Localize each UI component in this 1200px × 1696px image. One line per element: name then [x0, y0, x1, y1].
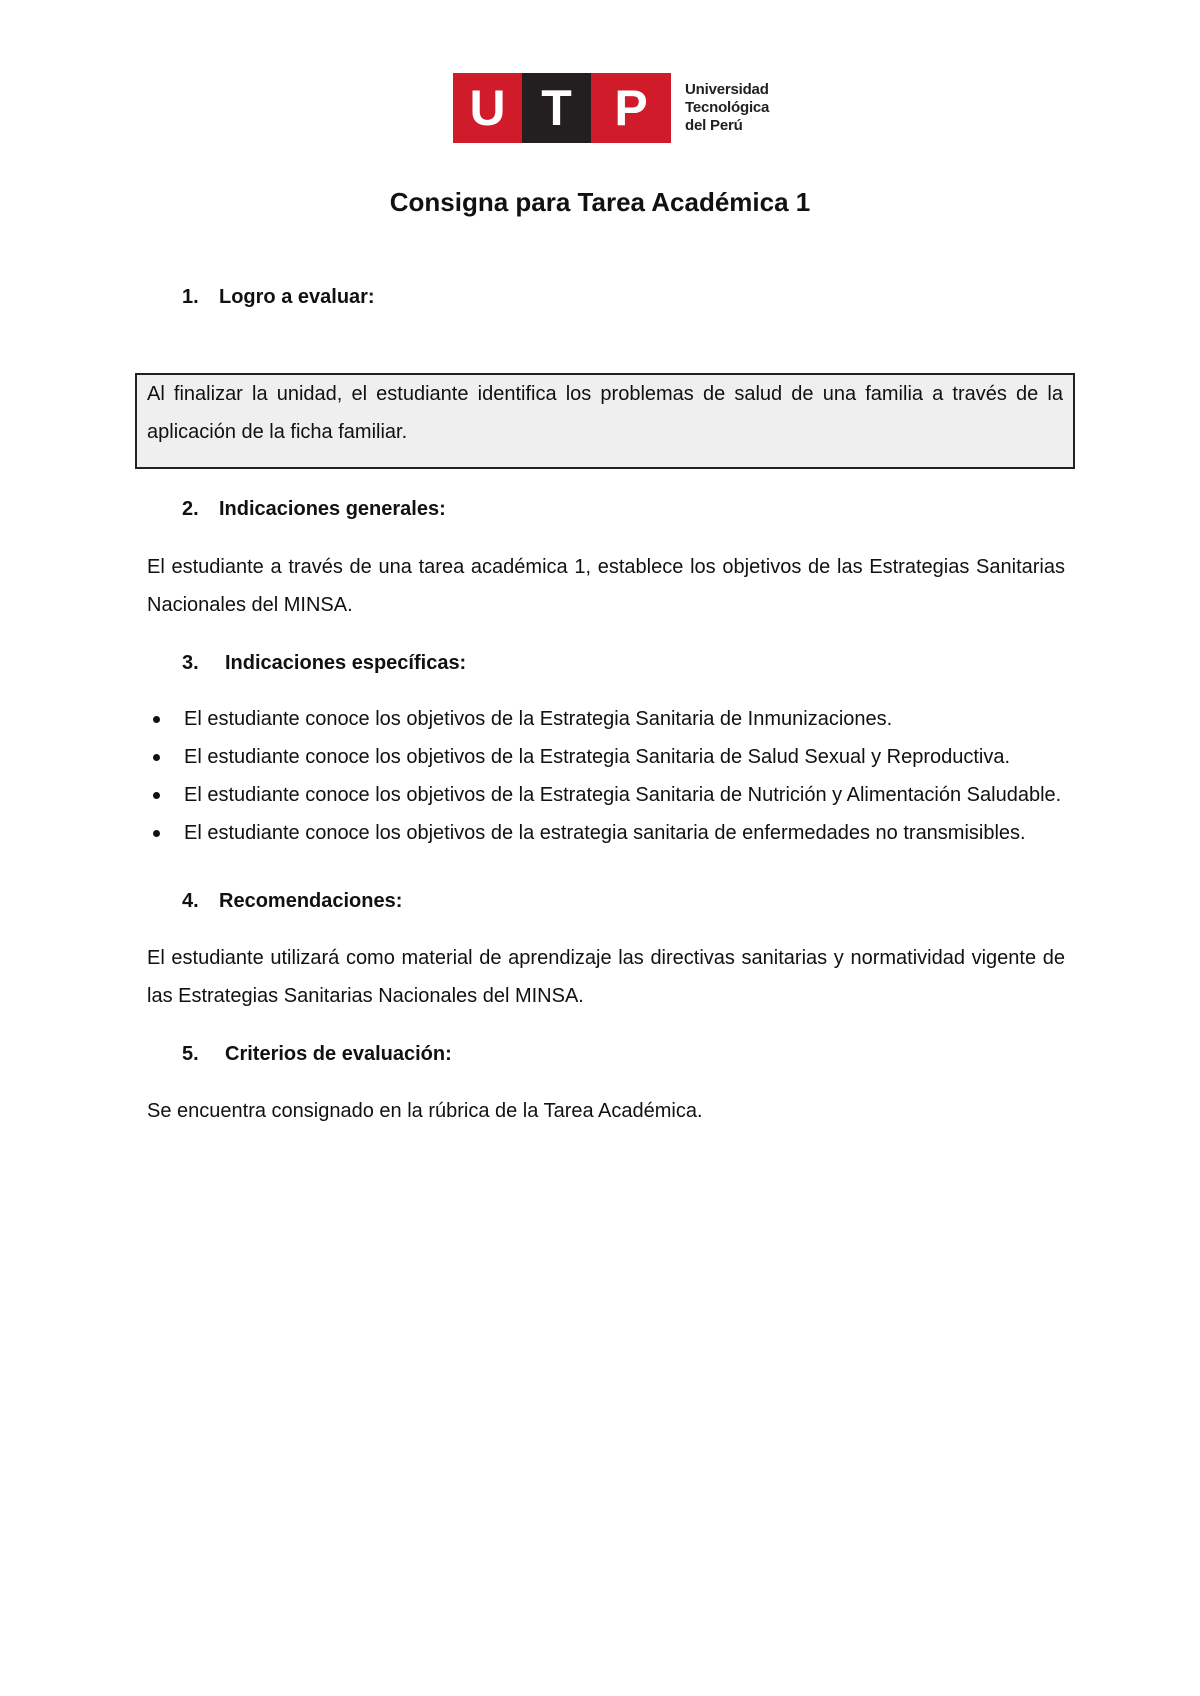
- section-title: Recomendaciones:: [219, 890, 403, 912]
- section-title: Indicaciones específicas:: [225, 652, 467, 674]
- logo-line-2: Tecnológica: [685, 99, 770, 116]
- section-title: Indicaciones generales:: [219, 498, 446, 520]
- utp-logo: [453, 73, 769, 143]
- logo-letter-t: T: [522, 73, 591, 143]
- list-item: El estudiante conoce los objetivos de la estrategia sanitaria de enfermedades no transmisibles.: [147, 814, 1065, 852]
- section-title: Criterios de evaluación:: [225, 1043, 452, 1065]
- section-heading-indicaciones-especificas: [147, 644, 1065, 682]
- section-heading-logro: [147, 278, 1065, 316]
- specific-indications-list: [147, 700, 1065, 852]
- section-number: 2.: [182, 498, 199, 520]
- logo-letter-p: P: [591, 73, 671, 143]
- logo-line-1: Universidad: [685, 81, 769, 98]
- section-heading-criterios: [147, 1035, 1065, 1073]
- logo-wordmark: [685, 81, 769, 135]
- section-number: 3.: [182, 652, 199, 674]
- section-heading-indicaciones-generales: [147, 490, 1065, 528]
- document-body: [147, 278, 1065, 1130]
- achievement-box: [135, 373, 1075, 469]
- section-title: Logro a evaluar:: [219, 286, 375, 308]
- logo-line-3: del Perú: [685, 117, 743, 134]
- general-indications-text: El estudiante a través de una tarea académica 1, establece los objetivos de las Estrategias Sanitarias Nacionales del MINSA.: [147, 556, 1065, 616]
- section-number: 5.: [182, 1043, 199, 1065]
- logo-letter-u: U: [453, 73, 522, 143]
- achievement-text: Al finalizar la unidad, el estudiante identifica los problemas de salud de una familia a través de la aplicación de la ficha familiar.: [147, 383, 1063, 443]
- section-number: 1.: [182, 286, 199, 308]
- section-number: 4.: [182, 890, 199, 912]
- list-item: El estudiante conoce los objetivos de la Estrategia Sanitaria de Nutrición y Alimentación Saludable.: [147, 776, 1065, 814]
- section-heading-recomendaciones: [147, 882, 1065, 920]
- list-item: El estudiante conoce los objetivos de la Estrategia Sanitaria de Salud Sexual y Reproductiva.: [147, 738, 1065, 776]
- recommendations-text: El estudiante utilizará como material de aprendizaje las directivas sanitarias y normatividad vigente de las Estrategias Sanitarias Nacionales del MINSA.: [147, 947, 1065, 1007]
- evaluation-criteria-text: Se encuentra consignado en la rúbrica de la Tarea Académica.: [147, 1100, 703, 1122]
- document-title: Consigna para Tarea Académica 1: [389, 187, 811, 217]
- list-item: El estudiante conoce los objetivos de la Estrategia Sanitaria de Inmunizaciones.: [147, 700, 1065, 738]
